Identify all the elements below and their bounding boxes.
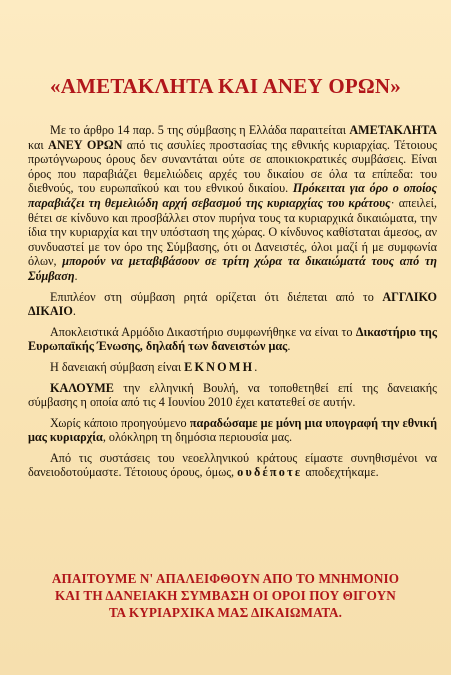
text-span: . [72, 304, 76, 319]
text-span: Με το άρθρο 14 παρ. 5 της σύμβασης η Ελλάδα παραιτείται [50, 123, 350, 137]
text-span: την ελληνική Βουλή, να τοποθετηθεί επί της δανειακής σύμβασης η οποία από τις 4 Ιουνίου 2010 έχει κατατεθεί σε αυτήν. [28, 380, 437, 410]
emphasis-sovereignty-principle: Πρόκειται για όρο ο οποίος παραβιάζει τη θεμελιώδη αρχή σεβασμού της κυριαρχίας του κράτους [28, 181, 437, 210]
paragraph-court [28, 325, 437, 354]
paragraph-illegal [28, 360, 437, 375]
emphasis-unconditionally: ΑΝΕΥ ΟΡΩΝ [48, 137, 123, 152]
text-span: . [74, 268, 78, 283]
footer-line: ΤΑ ΚΥΡΙΑΡΧΙΚΑ ΜΑΣ ΔΙΚΑΙΩΜΑΤΑ. [108, 605, 343, 620]
paragraph-parliament [28, 381, 437, 410]
footer-line: ΑΠΑΙΤΟΥΜΕ Ν' ΑΠΑΛΕΙΦΘΟΥΝ ΑΠΟ ΤΟ ΜΝΗΜΟΝΙΟ [51, 571, 400, 586]
emphasis-english-law: ΑΓΓΛΙΚΟ ΔΙΚΑΙΟ [28, 289, 437, 319]
footer-line: ΚΑΙ ΤΗ ΔΑΝΕΙΑΚΗ ΣΥΜΒΑΣΗ ΟΙ ΟΡΟΙ ΠΟΥ ΘΙΓΟΥΝ [55, 588, 396, 603]
emphasis-transfer-rights: μπορούν να μεταβιβάσουν σε τρίτη χώρα τα δικαιώματά τους από τη Σύμβαση [28, 254, 437, 283]
text-span: . [254, 359, 258, 374]
text-span: αποδεχτήκαμε. [302, 465, 379, 480]
text-span: , ολόκληρη τη δημόσια περιουσία μας. [102, 430, 293, 445]
text-span: . [287, 339, 291, 354]
document-body [28, 123, 437, 486]
demand-footer [18, 570, 433, 621]
text-span: Αποκλειστικά Αρμόδιο Δικαστήριο συμφωνήθηκε να είναι το [50, 324, 356, 339]
page-title: «ΑΜΕΤΑΚΛΗΤΑ ΚΑΙ ΑΝΕΥ ΟΡΩΝ» [50, 74, 401, 98]
paragraph-english-law [28, 290, 437, 319]
text-span: και [28, 137, 49, 152]
paragraph-article-14 [28, 123, 437, 284]
emphasis-we-call: ΚΑΛΟΥΜΕ [50, 380, 114, 395]
text-span: από τις ασυλίες προστασίας της εθνικής κυριαρχίας. Τέτοιους πρωτόγνωρους όρους δεν συναντάται ούτε σε αποικιοκρατικές συμβάσεις. Είναι όρος που παραβιάζει θεμελιώδεις αρχές του δικαίου σε όλα τα επίπεδα: του διεθνούς, του ευρωπαϊκού και του εθνικού δικαίου. [28, 137, 437, 196]
text-span: Η δανειακή σύμβαση είναι [50, 359, 185, 374]
emphasis-never: ουδέποτε [237, 465, 303, 480]
emphasis-illegal: ΕΚΝΟΜΗ [184, 359, 255, 374]
text-span: Επιπλέον στη σύμβαση ρητά ορίζεται ότι διέπεται από το [50, 289, 383, 304]
emphasis-eu-court: Δικαστήριο της Ευρωπαϊκής Ένωσης, δηλαδή των δανειστών μας [28, 324, 437, 354]
emphasis-irrevocably: ΑΜΕΤΑΚΛΗΤΑ [349, 123, 437, 137]
paragraph-never [28, 451, 437, 480]
text-span: · απειλεί, θέτει σε κίνδυνο και προσβάλλει στον πυρήνα τους τα κυριαρχικά δικαιώματα, την ίδια την κυριαρχία και την υπόσταση της χώρας. Ο κίνδυνος καθίσταται άμεσος, αν συνδυαστεί με τον όρο της Σύμβασης, ότι οι Δανειστές, όλοι μαζί ή με συμφωνία όλων, [28, 195, 437, 269]
emphasis-surrendered-sovereignty: παραδώσαμε με μόνη μια υπογραφή την εθνική μας κυριαρχία [28, 415, 437, 445]
text-span: Χωρίς κάποιο προηγούμενο [50, 415, 190, 430]
text-span: Από τις συστάσεις του νεοελληνικού κράτους είμαστε συνηθισμένοι να δανειοδοτούμαστε. Τέτοιους όρους, όμως, [28, 450, 437, 480]
paragraph-sovereignty [28, 416, 437, 445]
